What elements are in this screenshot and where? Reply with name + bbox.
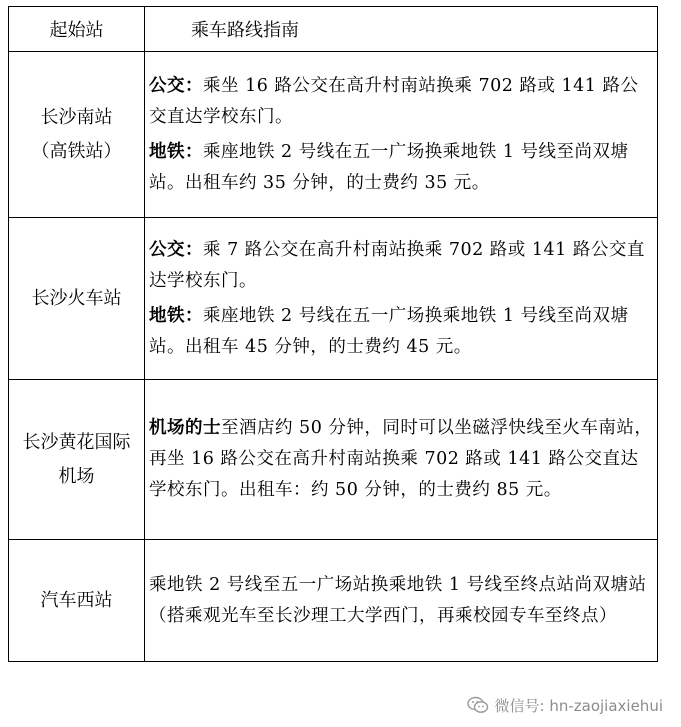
wechat-icon — [467, 696, 489, 714]
entry-label: 公交： — [149, 239, 203, 260]
entry-text: 乘座地铁 2 号线在五一广场换乘地铁 1 号线至尚双塘站。出租车约 35 分钟，的士费约 35 元。 — [149, 141, 629, 193]
table-row — [9, 218, 658, 380]
entry-text: 乘地铁 2 号线至五一广场站换乘地铁 1 号线至终点站尚双塘站（搭乘观光车至长沙理工大学西门，再乘校园专车至终点） — [149, 574, 647, 626]
entry-text: 至酒店约 50 分钟，同时可以坐磁浮快线至火车南站，再坐 16 路公交在高升村南站换乘 702 路或 141 路公交直达学校东门。出租车：约 50 分钟，的士费约 85 元。 — [149, 418, 653, 500]
entry-label: 地铁： — [149, 141, 203, 162]
entry-text: 乘 7 路公交在高升村南站换乘 702 路或 141 路公交直达学校东门。 — [149, 239, 645, 291]
station-subtitle: （高铁站） — [31, 140, 122, 162]
station-name: 长沙火车站 — [31, 287, 122, 309]
guide-cell — [145, 218, 658, 380]
station-name: 长沙南站 — [40, 106, 113, 128]
header-route-guide: 乘车路线指南 — [145, 7, 658, 52]
wechat-watermark — [467, 693, 663, 717]
table-row — [9, 380, 658, 540]
guide-cell — [145, 52, 658, 218]
station-name: 长沙黄花国际 — [22, 431, 131, 453]
guide-cell — [145, 380, 658, 540]
header-start-station: 起始站 — [9, 7, 145, 52]
guide-cell — [145, 540, 658, 662]
entry-label: 公交： — [149, 75, 203, 96]
table-header-row — [9, 7, 658, 52]
entry-label: 机场的士 — [149, 418, 221, 438]
entry-label: 地铁： — [149, 305, 203, 326]
route-guide-table — [8, 6, 658, 662]
guide-entry — [149, 137, 653, 199]
guide-entry — [149, 413, 653, 506]
guide-entry — [149, 71, 653, 133]
station-cell — [9, 380, 145, 540]
station-cell — [9, 52, 145, 218]
station-name: 汽车西站 — [40, 589, 113, 611]
table-row — [9, 540, 658, 662]
entry-text: 乘坐 16 路公交在高升村南站换乘 702 路或 141 路公交直达学校东门。 — [149, 75, 639, 127]
station-cell — [9, 218, 145, 380]
entry-text: 乘座地铁 2 号线在五一广场换乘地铁 1 号线至尚双塘站。出租车 45 分钟，的士费约 45 元。 — [149, 305, 629, 357]
guide-entry — [149, 301, 653, 363]
station-name-cont: 机场 — [58, 465, 95, 487]
guide-entry — [149, 235, 653, 297]
table-row — [9, 52, 658, 218]
guide-entry — [149, 570, 653, 632]
wechat-id-text: 微信号: hn-zaojiaxiehui — [494, 696, 663, 715]
station-cell — [9, 540, 145, 662]
